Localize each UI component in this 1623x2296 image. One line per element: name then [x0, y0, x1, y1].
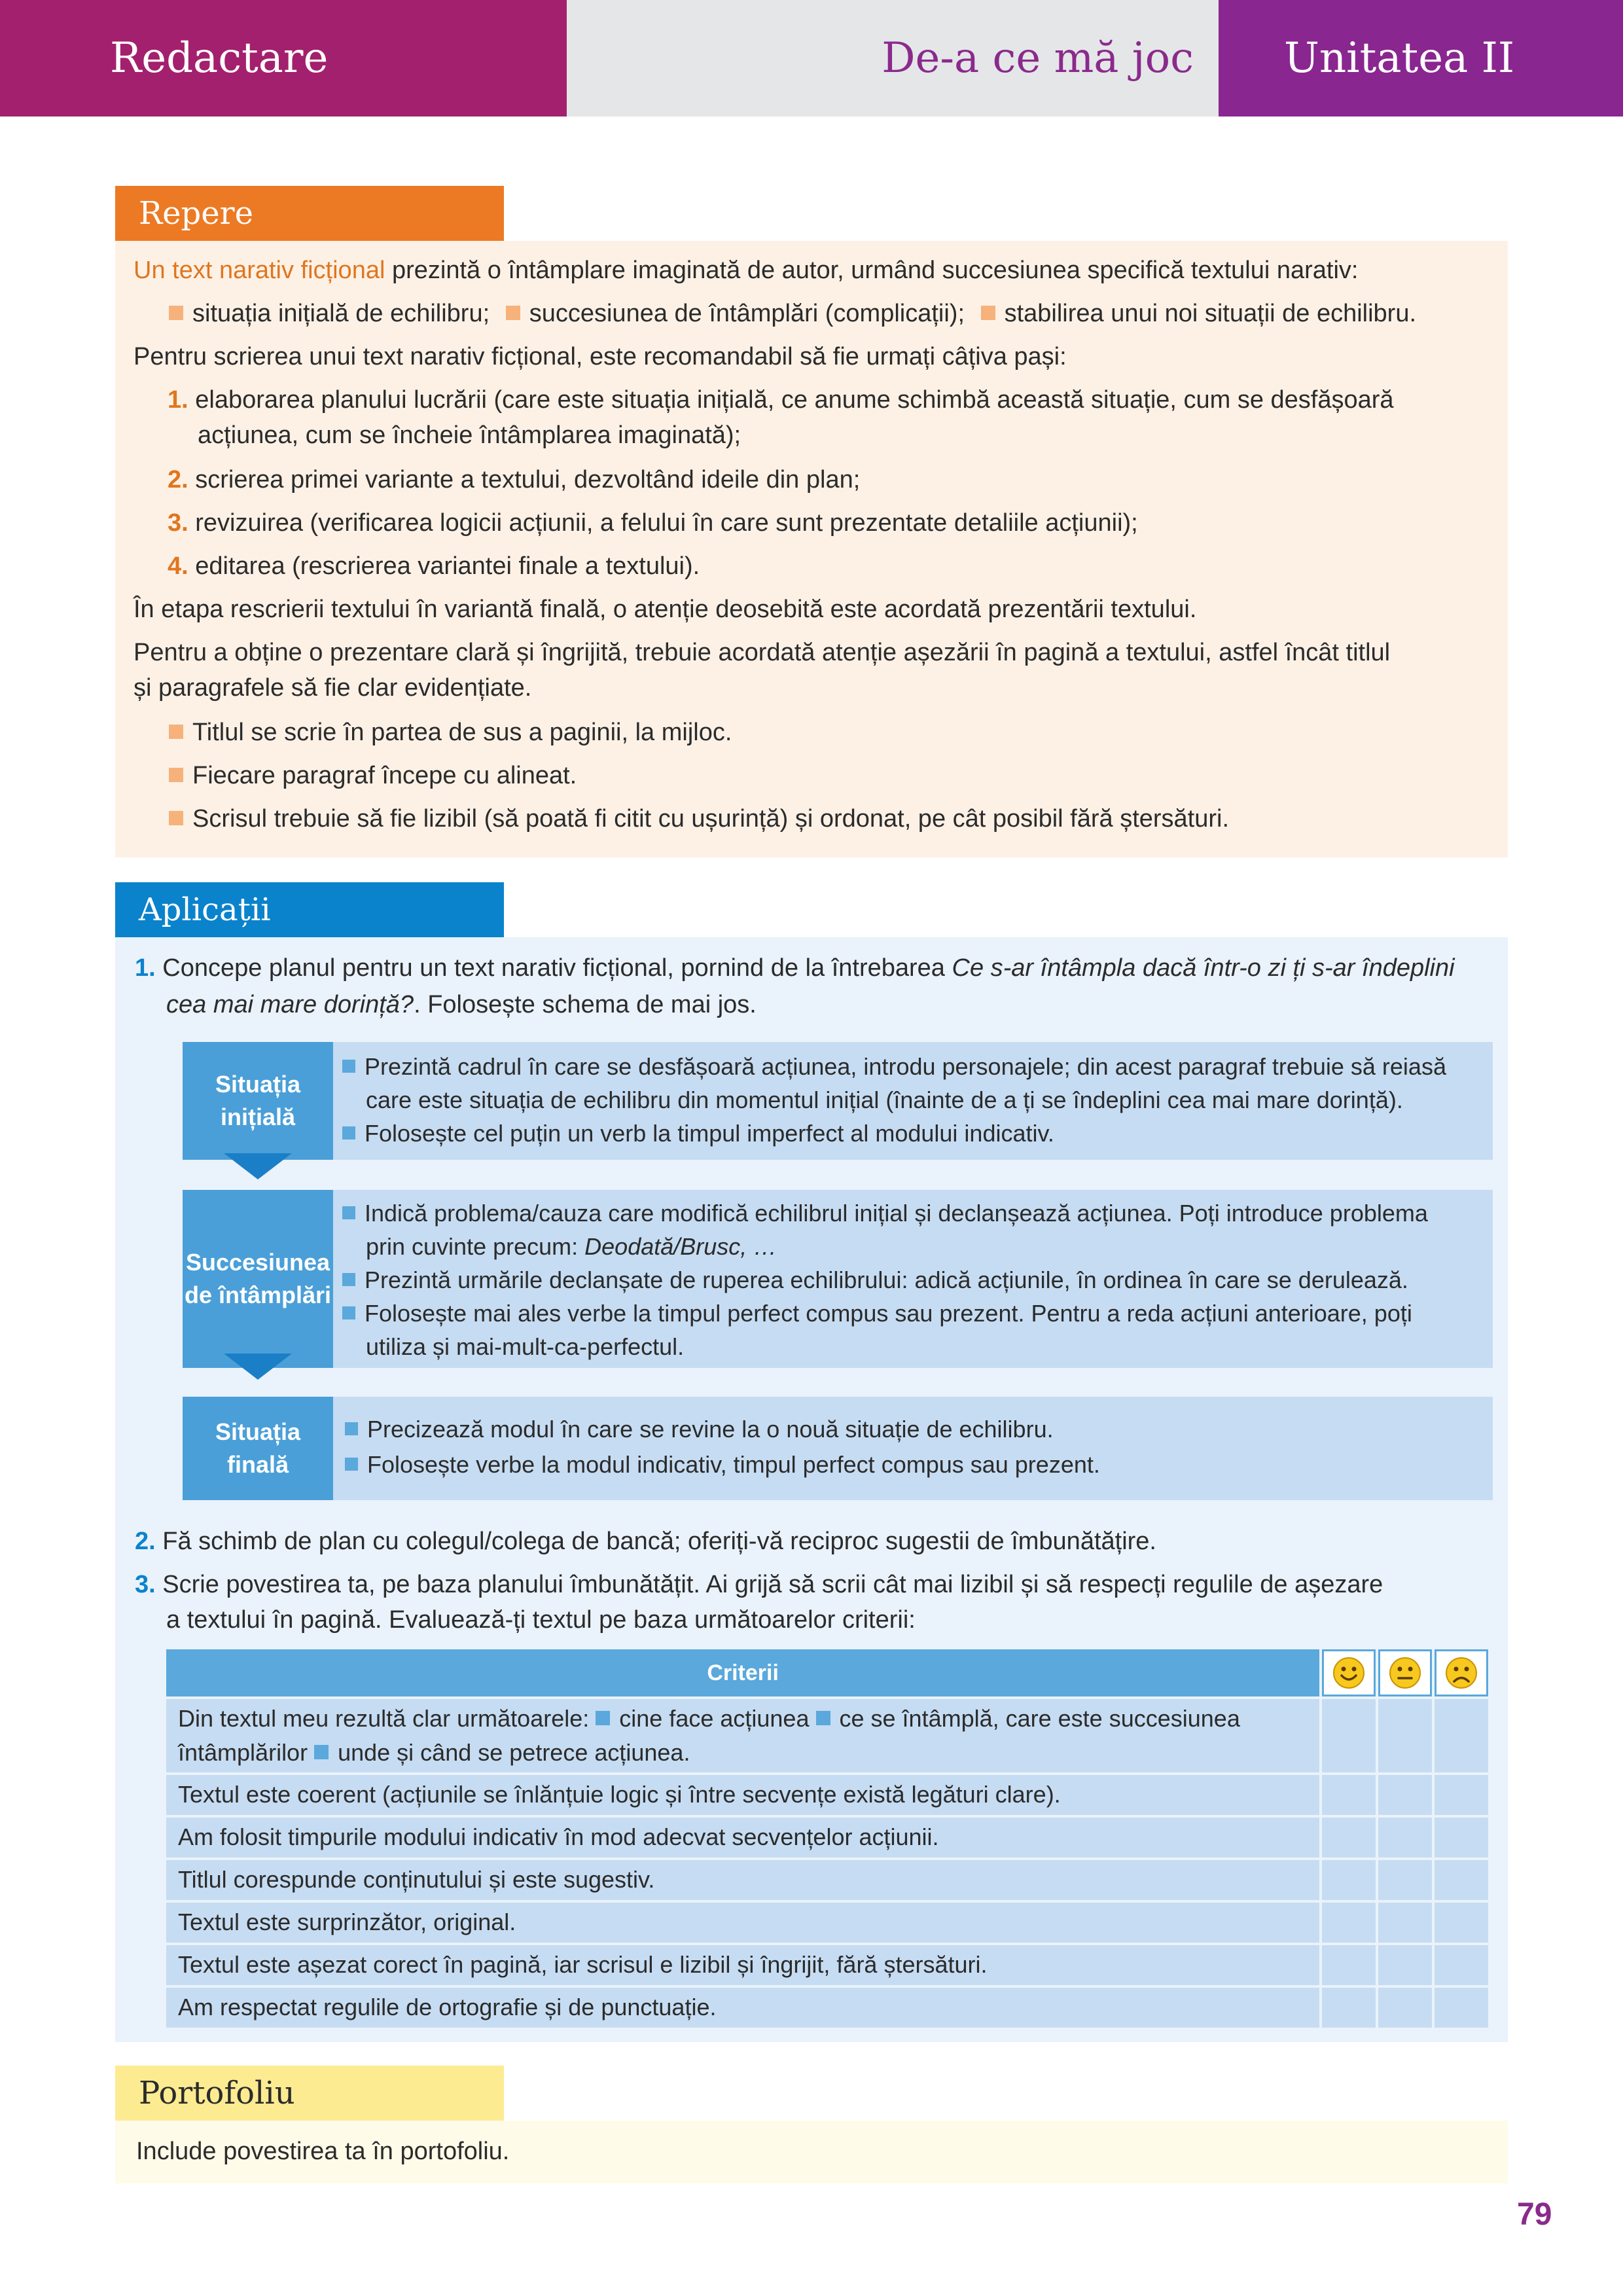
header-chapter-title: De-a ce mă joc	[567, 0, 1219, 117]
bullet-square-icon	[342, 1206, 355, 1219]
flow-line-text: Prezintă cadrul în care se desfășoară acțiunea, introdu personajele; din acest paragraf trebuie să reiasă	[365, 1053, 1446, 1080]
flow-box-final	[333, 1397, 1493, 1500]
table-row	[166, 1860, 1488, 1900]
flow-box-succession	[333, 1190, 1493, 1368]
table-row	[166, 1945, 1488, 1985]
criterion-text: cine face acțiunea	[619, 1705, 810, 1732]
bullet-square-icon	[169, 725, 183, 739]
task-text: Concepe planul pentru un text narativ ficțional, pornind de la întrebarea	[162, 954, 952, 982]
panel-portofoliu	[115, 2121, 1508, 2183]
repere-rule-2	[169, 758, 577, 793]
flow-line	[366, 1230, 777, 1263]
flow-line	[342, 1117, 1054, 1150]
repere-rule-3	[169, 801, 1229, 836]
header-unit-label: Unitatea II	[1219, 0, 1623, 117]
step-4	[168, 548, 700, 584]
flow-line	[342, 1050, 1446, 1083]
flow-line: care este situația de echilibru din momentul inițial (înainte de a ți se îndeplini cea mai mare dorință).	[366, 1086, 1403, 1113]
criterion-text: Textul este surprinzător, original.	[178, 1909, 516, 1935]
portofoliu-text: Include povestirea ta în portofoliu.	[136, 2138, 510, 2165]
task-number: 3.	[135, 1571, 156, 1598]
flow-label-line: Succesiunea	[185, 1249, 330, 1276]
flow-line-italic: Deodată/Brusc, …	[584, 1233, 777, 1260]
task-number: 1.	[135, 954, 156, 982]
flow-line: utiliza și mai-mult-ca-perfectul.	[366, 1333, 685, 1360]
flow-line-text: Precizează modul în care se revine la o nouă situație de echilibru.	[367, 1416, 1054, 1443]
criterion-line	[178, 1736, 690, 1770]
flow-line-text: Indică problema/cauza care modifică echilibrul inițial și declanșează acțiunea. Poți introduce problema	[365, 1200, 1428, 1227]
table-row	[166, 1775, 1488, 1815]
repere-paragraph-2-line-2: și paragrafele să fie clar evidențiate.	[134, 674, 532, 702]
flow-line-text: Folosește verbe la modul indicativ, timpul perfect compus sau prezent.	[367, 1451, 1100, 1478]
repere-rule-1	[169, 715, 732, 750]
flow-label-line: finală	[226, 1451, 289, 1478]
repere-bullet-3: stabilirea unui noi situații de echilibru.	[1004, 300, 1417, 327]
rating-cell-neutral[interactable]	[1378, 1860, 1432, 1900]
bullet-square-icon	[342, 1273, 355, 1286]
step-text: editarea (rescrierea variantei finale a textului).	[195, 552, 700, 580]
rating-cell-neutral[interactable]	[1378, 1903, 1432, 1943]
flow-line-text: Folosește mai ales verbe la timpul perfect compus sau prezent. Pentru a reda acțiuni anterioare, poți	[365, 1300, 1412, 1327]
rating-cell-sad[interactable]	[1435, 1818, 1488, 1857]
bullet-square-icon	[169, 768, 183, 782]
table-row	[166, 1903, 1488, 1943]
bullet-square-icon	[169, 306, 183, 320]
rating-cell-happy[interactable]	[1322, 1860, 1376, 1900]
step-3	[168, 505, 1138, 541]
bullet-square-icon	[342, 1060, 355, 1073]
table-cell-criterion	[166, 1903, 1319, 1943]
task-3-line-1	[135, 1567, 1383, 1602]
rating-cell-neutral[interactable]	[1378, 1775, 1432, 1815]
table-row	[166, 1818, 1488, 1857]
flow-label-line: de întâmplări	[184, 1282, 332, 1308]
repere-intro-rest: prezintă o întâmplare imaginată de autor, urmând succesiunea specifică textului narativ:	[385, 257, 1359, 284]
section-tab-repere: Repere	[115, 186, 504, 241]
step-1-line-2: acțiunea, cum se încheie întâmplarea imaginată);	[198, 422, 741, 449]
repere-intro	[134, 253, 1358, 288]
smiley-sad-icon	[1435, 1649, 1488, 1696]
bullet-square-icon	[506, 306, 520, 320]
table-cell-criterion	[166, 1818, 1319, 1857]
table-cell-criterion	[166, 1775, 1319, 1815]
flow-line	[342, 1263, 1408, 1297]
bullet-square-icon	[981, 306, 995, 320]
bullet-square-icon	[345, 1458, 358, 1471]
rule-text: Scrisul trebuie să fie lizibil (să poată fi citit cu ușurință) și ordonat, pe cât posibil fără ștersături.	[192, 805, 1230, 833]
rating-cell-sad[interactable]	[1435, 1699, 1488, 1772]
flow-label-line: inițială	[220, 1103, 296, 1130]
step-number: 2.	[168, 466, 188, 493]
section-tab-aplicatii: Aplicații	[115, 882, 504, 937]
task-number: 2.	[135, 1528, 156, 1555]
rating-cell-sad[interactable]	[1435, 1775, 1488, 1815]
task-question: Ce s-ar întâmpla dacă într-o zi ți s-ar îndeplini	[952, 954, 1455, 982]
step-number: 3.	[168, 509, 188, 537]
rating-cell-neutral[interactable]	[1378, 1945, 1432, 1985]
repere-bullet-1: situația inițială de echilibru;	[192, 300, 490, 327]
step-number: 1.	[168, 386, 188, 414]
flow-line-text: prin cuvinte precum:	[366, 1233, 585, 1260]
step-2	[168, 462, 860, 497]
smiley-happy-icon	[1322, 1649, 1376, 1696]
bullet-square-icon	[314, 1745, 329, 1759]
criterion-text: ce se întâmplă, care este succesiunea	[839, 1705, 1240, 1732]
table-cell-criterion	[166, 1988, 1319, 2028]
task-question: cea mai mare dorință?	[166, 991, 414, 1018]
bullet-square-icon	[342, 1126, 355, 1139]
step-text: scrierea primei variante a textului, dezvoltând ideile din plan;	[195, 466, 861, 493]
repere-intro-highlight: Un text narativ ficțional	[134, 257, 385, 284]
step-text: elaborarea planului lucrării (care este situația inițială, ce anume schimbă această situație, cum se desfășoară	[195, 386, 1394, 414]
rating-cell-happy[interactable]	[1322, 1903, 1376, 1943]
rating-cell-sad[interactable]	[1435, 1945, 1488, 1985]
criterion-text: Din textul meu rezultă clar următoarele:	[178, 1705, 590, 1732]
repere-inline-bullets	[169, 296, 1416, 331]
step-text: revizuirea (verificarea logicii acțiunii, a felului în care sunt prezentate detaliile acțiunii);	[195, 509, 1138, 537]
bullet-square-icon	[342, 1306, 355, 1319]
repere-steps-intro: Pentru scrierea unui text narativ ficțional, este recomandabil să fie urmați câțiva pași:	[134, 343, 1067, 370]
rule-text: Fiecare paragraf începe cu alineat.	[192, 762, 577, 789]
bullet-square-icon	[816, 1711, 830, 1725]
task-text: . Folosește schema de mai jos.	[414, 991, 757, 1018]
repere-paragraph-1: În etapa rescrierii textului în variantă finală, o atenție deosebită este acordată prezentării textului.	[134, 596, 1197, 623]
task-text: Scrie povestirea ta, pe baza planului îmbunătățit. Ai grijă să scrii cât mai lizibil și să respecți regulile de așezare	[162, 1571, 1383, 1598]
criterion-text: Textul este coerent (acțiunile se înlănțuie logic și între secvențe există legături clare).	[178, 1781, 1061, 1808]
rating-cell-happy[interactable]	[1322, 1775, 1376, 1815]
rating-cell-sad[interactable]	[1435, 1903, 1488, 1943]
flow-label-succession	[183, 1190, 333, 1368]
task-2	[135, 1524, 1156, 1559]
flow-arrow-down-icon	[224, 1153, 292, 1179]
task-text: Fă schimb de plan cu colegul/colega de bancă; oferiți-vă reciproc sugestii de îmbunătățire.	[162, 1528, 1156, 1555]
table-row	[166, 1988, 1488, 2028]
flow-line	[342, 1297, 1412, 1330]
criterion-text: întâmplărilor	[178, 1739, 308, 1766]
table-cell-criterion	[166, 1945, 1319, 1985]
rating-cell-happy[interactable]	[1322, 1945, 1376, 1985]
flow-line	[345, 1448, 1100, 1481]
table-cell-criterion	[166, 1860, 1319, 1900]
rating-cell-happy[interactable]	[1322, 1818, 1376, 1857]
smiley-neutral-icon	[1378, 1649, 1432, 1696]
repere-bullet-2: succesiunea de întâmplări (complicații);	[529, 300, 965, 327]
bullet-square-icon	[345, 1422, 358, 1435]
header-section-label: Redactare	[0, 0, 567, 117]
step-number: 4.	[168, 552, 188, 580]
task-3-line-2: a textului în pagină. Evaluează-ți textul pe baza următoarelor criterii:	[166, 1606, 916, 1634]
criterion-text: Am respectat regulile de ortografie și de punctuație.	[178, 1994, 717, 2020]
criterion-text: Titlul corespunde conținutului și este sugestiv.	[178, 1866, 655, 1893]
table-header-row	[166, 1649, 1488, 1696]
flow-arrow-down-icon	[224, 1354, 292, 1380]
table-row	[166, 1699, 1488, 1772]
rating-cell-neutral[interactable]	[1378, 1818, 1432, 1857]
flow-box-initial	[333, 1042, 1493, 1160]
flow-line-text: Folosește cel puțin un verb la timpul imperfect al modului indicativ.	[365, 1120, 1054, 1147]
section-tab-portofoliu: Portofoliu	[115, 2066, 504, 2121]
rating-cell-neutral[interactable]	[1378, 1699, 1432, 1772]
task-1-line-1	[135, 950, 1455, 986]
criterion-text: unde și când se petrece acțiunea.	[338, 1739, 690, 1766]
rating-cell-neutral[interactable]	[1378, 1988, 1432, 2028]
table-header-criteria: Criterii	[166, 1649, 1319, 1696]
panel-repere	[115, 241, 1508, 857]
rating-cell-sad[interactable]	[1435, 1860, 1488, 1900]
flow-label-final	[183, 1397, 333, 1500]
criterion-text: Am folosit timpurile modului indicativ în mod adecvat secvențelor acțiunii.	[178, 1823, 939, 1850]
flow-line	[345, 1412, 1054, 1446]
task-1-line-2	[166, 987, 757, 1022]
bullet-square-icon	[596, 1711, 610, 1725]
rating-cell-sad[interactable]	[1435, 1988, 1488, 2028]
flow-line	[342, 1196, 1428, 1230]
rule-text: Titlul se scrie în partea de sus a paginii, la mijloc.	[192, 719, 732, 746]
rating-cell-happy[interactable]	[1322, 1988, 1376, 2028]
criterion-line	[178, 1702, 1240, 1736]
flow-label-line: Situația	[215, 1071, 301, 1098]
flow-label-initial	[183, 1042, 333, 1160]
table-cell-criterion	[166, 1699, 1319, 1772]
criterion-text: Textul este așezat corect în pagină, iar scrisul e lizibil și îngrijit, fără ștersături.	[178, 1951, 988, 1978]
bullet-square-icon	[169, 811, 183, 825]
flow-line-text: Prezintă urmările declanșate de ruperea echilibrului: adică acțiunile, în ordinea în care se derulează.	[365, 1266, 1408, 1293]
repere-paragraph-2-line-1: Pentru a obține o prezentare clară și îngrijită, trebuie acordată atenție așezării în pagină a textului, astfel încât titlul	[134, 639, 1391, 666]
page-number: 79	[1517, 2197, 1552, 2232]
flow-label-line: Situația	[215, 1418, 301, 1445]
rating-cell-happy[interactable]	[1322, 1699, 1376, 1772]
step-1	[168, 382, 1394, 418]
